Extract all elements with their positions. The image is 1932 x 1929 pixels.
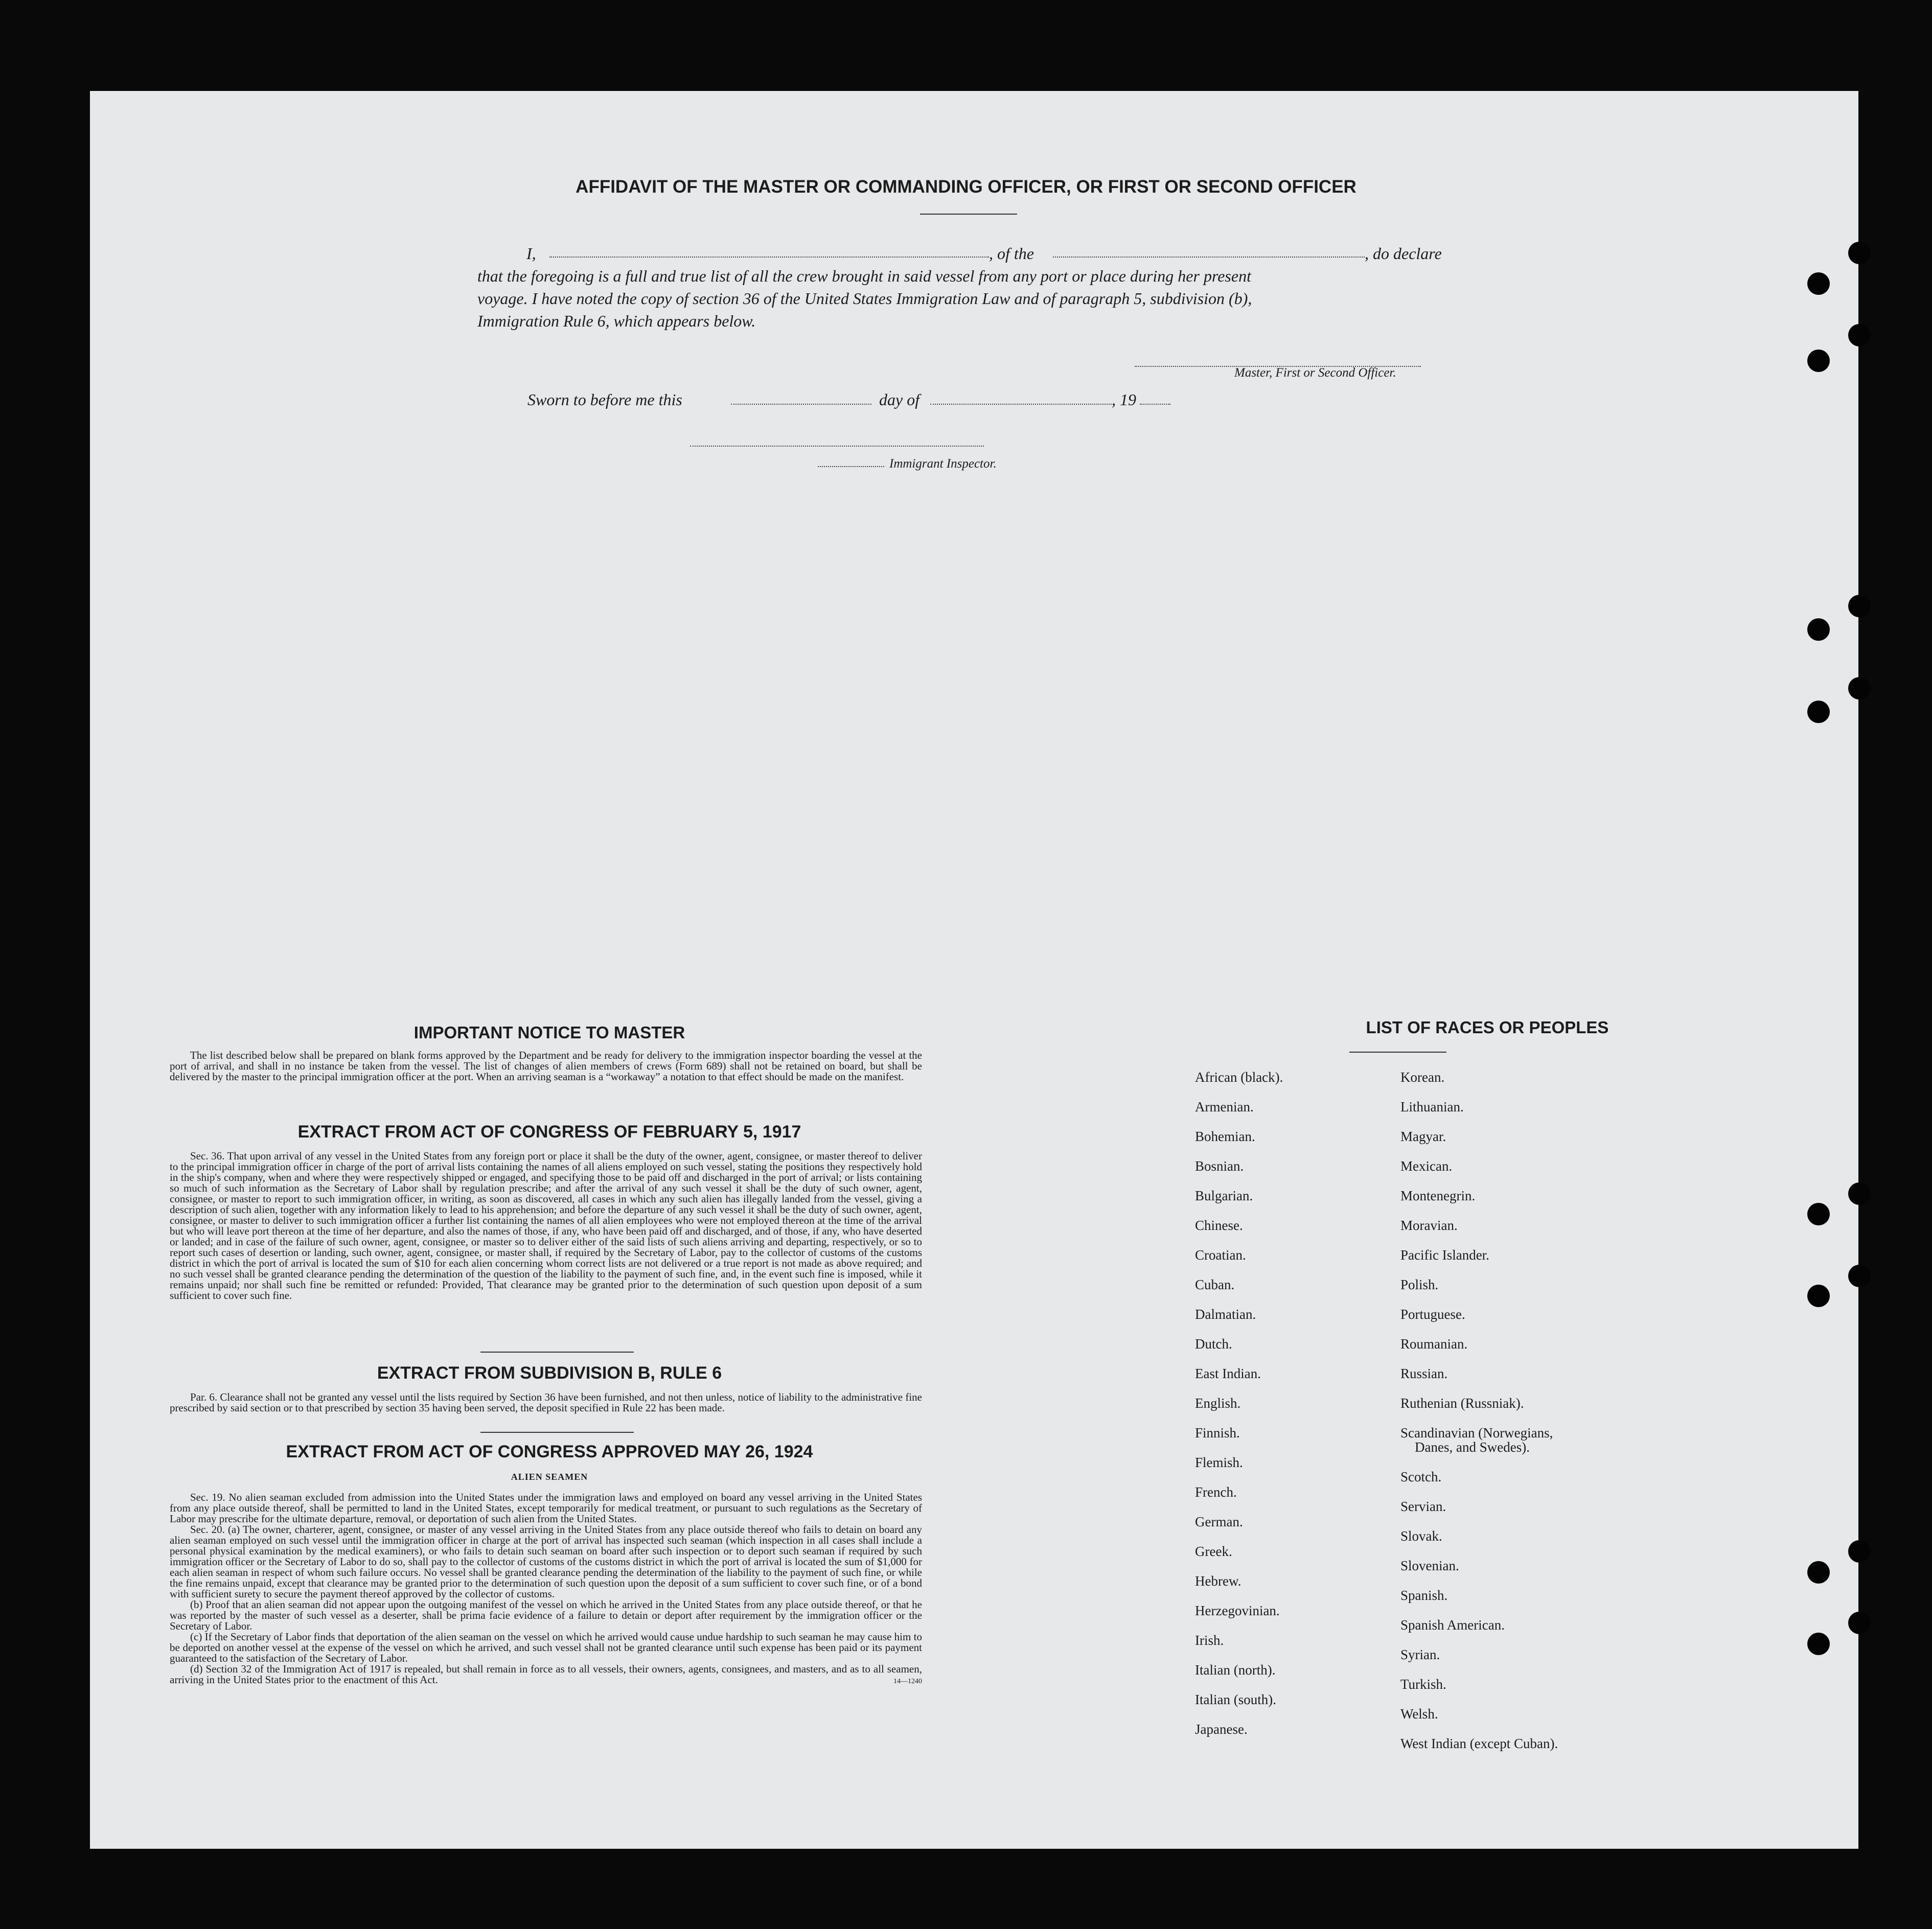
affidavit-title: AFFIDAVIT OF THE MASTER OR COMMANDING OFFICER, OR FIRST OR SECOND OFFICER: [576, 177, 1356, 197]
sec-20a-paragraph: Sec. 20. (a) The owner, charterer, agent, consignee, or master of any vessel arriving in the United States from any place outside thereof who fails to detain on board any alien seaman employed on such vessel until the immigration officer in charge at the port of arrival has inspected such seaman (which inspection in all cases shall include a personal physical examination by the medical examiners), or who fails to detain such seaman on board after such inspection or to deport such seaman if required by such immigration officer or the Secretary of Labor to do so, shall pay to the collector of customs of the customs district in which the port of arrival is located the sum of $1,000 for each alien seaman in respect of whom such failure occurs. No vessel shall be granted clearance pending the determination of the liability to the payment of such fine, or while the fine remains unpaid, except that clearance may be granted prior to the determination of such question upon the deposit of a sum sufficient to cover such fine, or of a bond with sufficient surety to secure the payment thereof approved by the collector of customs.: [170, 1523, 922, 1600]
punch-hole: [1807, 701, 1830, 723]
race-list-item: African (black).: [1195, 1070, 1283, 1085]
race-list-item: Welsh.: [1400, 1706, 1438, 1722]
year-text: , 19: [1112, 390, 1136, 409]
race-list-item: West Indian (except Cuban).: [1400, 1736, 1558, 1751]
race-list-item: Pacific Islander.: [1400, 1247, 1489, 1263]
punch-hole: [1848, 595, 1871, 617]
extract-1917-body: Sec. 36. That upon arrival of any vessel in the United States from any foreign port or place it shall be the duty of the owner, agent, consignee, or master thereof to deliver to the principal immigration officer in charge of the port of arrival lists containing the names of all aliens employed on such vessel, stating the positions they respectively hold in the ship's company, when and where they were respectively shipped or engaged, and specifying those to be paid off and discharged in the port of arrival; or lists containing so much of such information as the Secretary of Labor shall by regulation prescribe; and after the arrival of any such vessel it shall be the duty of such owner, agent, consignee, or master to report to such immigration officer, in writing, as soon as discovered, all cases in which any such alien has illegally landed from the vessel, giving a description of such alien, together with any information likely to lead to his apprehension; and before the departure of any such vessel it shall be the duty of such owner, agent, consignee, or master to deliver to such immigration officer a further list containing the names of all alien employees who were not employed thereon at the time of the arrival but who will leave port thereon at the time of her departure, and also the names of those, if any, who have been paid off and discharged, and of those, if any, who have deserted or landed; and in case of the failure of such owner, agent, consignee, or master so to deliver either of the said lists of such aliens arriving and departing, respectively, or so to report such cases of desertion or landing, such owner, agent, consignee, or master shall, if required by the Secretary of Labor, pay to the collector of customs of the customs district in which the port of arrival is located the sum of $10 for each alien concerning whom correct lists are not delivered or a true report is not made as above required; and no such vessel shall be granted clearance pending the determination of the question of the liability to the payment of such fine, and, in the event such fine is imposed, while it remains unpaid; nor shall such fine be remitted or refunded: Provided, That clearance may be granted prior to the determination of such question upon deposit of a sum sufficient to cover such fine.: [170, 1150, 922, 1302]
race-list-item: Croatian.: [1195, 1247, 1246, 1263]
affidavit-line-1: that the foregoing is a full and true list of all the crew brought in said vessel from any port or place during her present: [477, 267, 1251, 285]
extract-rule6-body: Par. 6. Clearance shall not be granted any vessel until the lists required by Section 36 have been furnished, and not then unless, notice of liability to the administrative fine prescribed by said section or to that prescribed by section 35 having been served, the deposit specified in Rule 22 has been made.: [170, 1391, 922, 1414]
notice-title: IMPORTANT NOTICE TO MASTER: [413, 1023, 685, 1042]
race-list-item: Slovak.: [1400, 1528, 1442, 1544]
race-list-item: Polish.: [1400, 1277, 1439, 1292]
punch-hole: [1807, 1633, 1830, 1655]
sworn-year-line: [1140, 404, 1170, 405]
race-list-item: Hebrew.: [1195, 1573, 1241, 1589]
race-list-item: Flemish.: [1195, 1455, 1243, 1470]
master-signature-label: Master, First or Second Officer.: [1234, 366, 1396, 380]
race-list-item: Italian (south).: [1195, 1692, 1276, 1707]
form-number: 14—1240: [893, 1678, 922, 1685]
race-list-item: Servian.: [1400, 1499, 1446, 1514]
affidavit-do-declare: , do declare: [1365, 244, 1442, 263]
race-list-item: Herzegovinian.: [1195, 1603, 1280, 1618]
race-list-item: Japanese.: [1195, 1722, 1248, 1737]
punch-hole: [1848, 1182, 1871, 1205]
master-name-line: [549, 257, 989, 258]
race-list-item: Portuguese.: [1400, 1307, 1465, 1322]
affidavit-line-3: Immigration Rule 6, which appears below.: [477, 312, 756, 330]
race-list-item: Italian (north).: [1195, 1662, 1276, 1678]
race-list-item: Finnish.: [1195, 1425, 1240, 1440]
punch-hole: [1807, 618, 1830, 641]
sworn-day-line: [731, 404, 871, 405]
sec-19-paragraph: Sec. 19. No alien seaman excluded from admission into the United States under the immigration laws and employed on board any vessel arriving in the United States from any place outside thereof, shall be permitted to land in the United States, except temporarily for medical treatment, or pursuant to such regulations as the Secretary of Labor may prescribe for the ultimate departure, removal, or deportation of such alien from the United States.: [170, 1491, 922, 1525]
day-of-text: day of: [879, 390, 920, 409]
section-divider: [480, 1432, 634, 1433]
sec-20b-paragraph: (b) Proof that an alien seaman did not appear upon the outgoing manifest of the vessel on which he arrived in the United States from any place outside thereof, or that he was reported by the master of such vessel as a deserter, shall be prima facie evidence of a failure to detain or deport after requirement by the immigration officer or the Secretary of Labor.: [170, 1598, 922, 1632]
races-title-underline: [1349, 1052, 1446, 1053]
race-list-item: Ruthenian (Russniak).: [1400, 1396, 1524, 1411]
race-list-item: Scandinavian (Norwegians,: [1400, 1425, 1553, 1440]
punch-hole: [1807, 1561, 1830, 1584]
races-title: LIST OF RACES OR PEOPLES: [1366, 1018, 1609, 1037]
race-list-item: Armenian.: [1195, 1099, 1254, 1114]
race-list-item: Bulgarian.: [1195, 1188, 1253, 1203]
race-list-item: Spanish.: [1400, 1588, 1448, 1603]
race-list-item: Montenegrin.: [1400, 1188, 1476, 1203]
sworn-month-line: [930, 404, 1112, 405]
notice-body: The list described below shall be prepared on blank forms approved by the Department and be ready for delivery to the immigration inspector boarding the vessel at the port of arrival, and shall in no instance be taken from the vessel. The list of changes of alien members of crews (Form 689) shall not be retained on board, but shall be delivered by the master to the principal immigration officer at the port. When an arriving seaman is a “workaway” a notation to that effect should be made on the manifest.: [170, 1049, 922, 1083]
extract-1924-title: EXTRACT FROM ACT OF CONGRESS APPROVED MAY 26, 1924: [286, 1442, 813, 1461]
sec-20c-paragraph: (c) If the Secretary of Labor finds that deportation of the alien seaman on the vessel on which he arrived would cause undue hardship to such seaman he may cause him to be deported on another vessel at the expense of the vessel on which he arrived, and such vessel shall not be granted clearance until such expense has been paid or its payment guaranteed to the satisfaction of the Secretary of Labor.: [170, 1631, 922, 1664]
affidavit-line-2: voyage. I have noted the copy of section 36 of the United States Immigration Law and of paragraph 5, subdivision (b),: [477, 289, 1252, 308]
race-list-item: Scotch.: [1400, 1469, 1442, 1484]
vessel-name-line: [1053, 257, 1365, 258]
punch-hole: [1848, 1265, 1871, 1287]
affidavit-i: I,: [526, 244, 536, 263]
punch-hole: [1807, 1203, 1830, 1225]
race-list-item: Dalmatian.: [1195, 1307, 1256, 1322]
punch-hole: [1848, 1612, 1871, 1634]
extract-rule6-title: EXTRACT FROM SUBDIVISION B, RULE 6: [377, 1363, 722, 1383]
race-list-item: German.: [1195, 1514, 1243, 1529]
extract-1924-subtitle: ALIEN SEAMEN: [511, 1472, 588, 1482]
race-list-item: Moravian.: [1400, 1218, 1458, 1233]
race-list-item: Greek.: [1195, 1544, 1232, 1559]
extract-1917-title: EXTRACT FROM ACT OF CONGRESS OF FEBRUARY 5, 1917: [297, 1122, 801, 1142]
inspector-short-line: [818, 466, 884, 467]
race-list-item: Chinese.: [1195, 1218, 1243, 1233]
race-list-item: Irish.: [1195, 1633, 1224, 1648]
race-list-item: Lithuanian.: [1400, 1099, 1464, 1114]
race-list-item: Korean.: [1400, 1070, 1445, 1085]
punch-hole: [1807, 272, 1830, 295]
race-list-item: French.: [1195, 1484, 1237, 1500]
race-list-item: Slovenian.: [1400, 1558, 1459, 1573]
section-divider: [480, 1352, 634, 1353]
race-list-item: Dutch.: [1195, 1336, 1232, 1352]
race-list-item: Magyar.: [1400, 1129, 1446, 1144]
punch-hole: [1807, 350, 1830, 372]
extract-1924-body: [170, 1492, 922, 1687]
affidavit-of-the: , of the: [989, 244, 1034, 263]
punch-hole: [1848, 677, 1871, 700]
title-underline: [920, 214, 1017, 215]
race-list-item: Turkish.: [1400, 1677, 1446, 1692]
sworn-text: Sworn to before me this: [527, 390, 682, 409]
race-list-item: English.: [1195, 1396, 1241, 1411]
inspector-signature-line: [690, 446, 984, 447]
race-list-item: Danes, and Swedes).: [1415, 1439, 1530, 1455]
race-list-item: Bosnian.: [1195, 1158, 1244, 1174]
race-list-item: Mexican.: [1400, 1158, 1453, 1174]
punch-hole: [1807, 1285, 1830, 1307]
inspector-label: Immigrant Inspector.: [889, 457, 997, 471]
race-list-item: Russian.: [1400, 1366, 1448, 1381]
punch-hole: [1848, 242, 1871, 264]
race-list-item: Cuban.: [1195, 1277, 1235, 1292]
punch-hole: [1848, 324, 1871, 346]
race-list-item: Roumanian.: [1400, 1336, 1468, 1352]
race-list-item: Syrian.: [1400, 1647, 1440, 1662]
race-list-item: Spanish American.: [1400, 1617, 1505, 1633]
sec-20d-paragraph: (d) Section 32 of the Immigration Act of 1917 is repealed, but shall remain in force as to all vessels, their owners, agents, consignees, and masters, and as to all seamen, arriving in the United States prior to the enactment of this Act.: [170, 1663, 922, 1686]
punch-hole: [1848, 1540, 1871, 1563]
race-list-item: Bohemian.: [1195, 1129, 1255, 1144]
race-list-item: East Indian.: [1195, 1366, 1261, 1381]
